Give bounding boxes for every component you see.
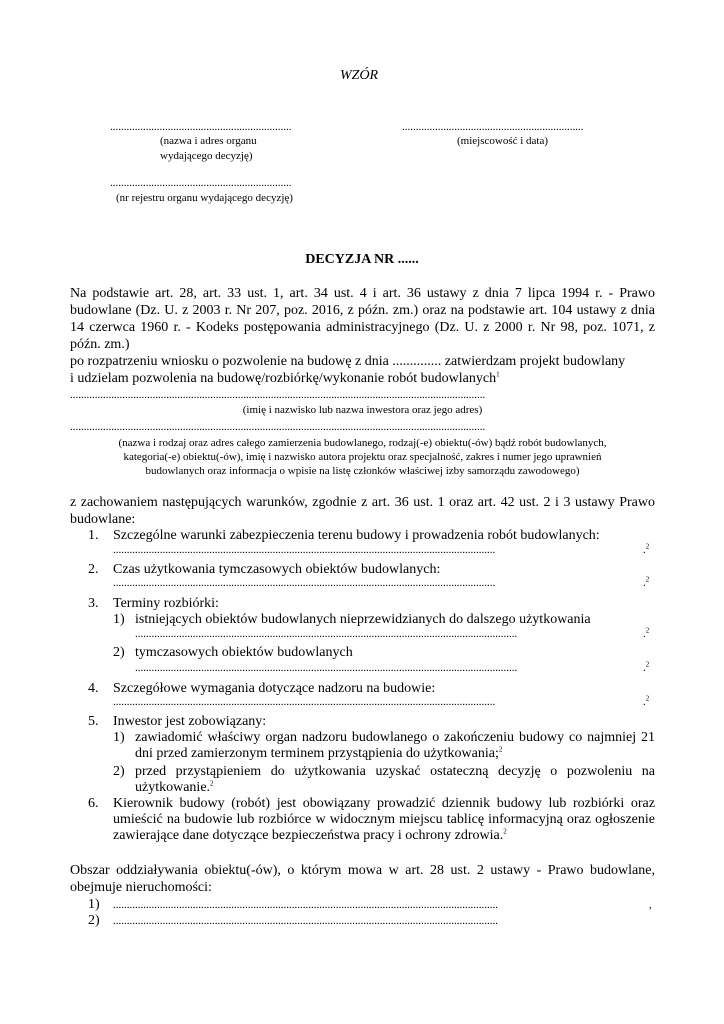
project-label: [70, 436, 655, 478]
investor-field[interactable]: .......................................................................................................................................................: [70, 389, 486, 401]
organ-name-label: (nazwa i adres organu: [160, 135, 257, 147]
impact-row-1-end: ,: [649, 899, 652, 911]
item-3-1-end: .: [643, 628, 646, 640]
item-3-1-text: istniejących obiektów budowlanych nieprzewidzianych do dalszego użytkowania: [135, 612, 591, 627]
place-date-field[interactable]: ..................................................................: [402, 121, 584, 133]
project-label-line-3: budowlanych oraz informacja o wpisie na listę członków właściwej izby samorządu zawodowego): [145, 465, 580, 477]
investor-label: (imię i nazwisko lub nazwa inwestora oraz jego adres): [242, 404, 483, 416]
impact-row-1-number: 1): [88, 897, 100, 912]
item-4-text: Szczegółowe wymagania dotyczące nadzoru na budowie:: [113, 681, 436, 696]
item-1-dots: ...........................................................................................................................................: [113, 544, 496, 556]
impact-row-1-dots: ............................................................................................................................................: [113, 899, 498, 911]
impact-row-2-dots: ............................................................................................................................................: [113, 915, 498, 927]
item-4-number: 4.: [88, 681, 99, 696]
item-3-2-number: 2): [113, 645, 125, 660]
approval-line-1: po rozpatrzeniu wniosku o pozwolenie na budowę z dnia .............. zatwierdzam projekt budowlany: [70, 354, 626, 369]
item-1-end: .: [643, 544, 646, 556]
item-4-dots: ...........................................................................................................................................: [113, 696, 496, 708]
item-5-text: Inwestor jest zobowiązany:: [113, 714, 267, 729]
item-2-fill[interactable]: [113, 577, 655, 589]
item-5-1-content: zawiadomić właściwy organ nadzoru budowlanego o zakończeniu budowy co najmniej 21 dni przed zamierzonym terminem przystąpienia do użytkowania;: [135, 730, 655, 761]
item-4-end: .: [643, 696, 646, 708]
footnote-ref: 2: [645, 660, 650, 669]
item-2-dots: ...........................................................................................................................................: [113, 577, 496, 589]
item-2-text: Czas użytkowania tymczasowych obiektów budowlanych:: [113, 562, 441, 577]
item-1-number: 1.: [88, 528, 99, 543]
item-5-1-number: 1): [113, 730, 125, 745]
item-2-end: .: [643, 577, 646, 589]
item-5-2-text: [135, 764, 655, 796]
item-3-2-end: .: [643, 662, 646, 674]
item-1-text: Szczególne warunki zabezpieczenia terenu budowy i prowadzenia robót budowlanych:: [113, 528, 600, 543]
item-3-1-number: 1): [113, 612, 125, 627]
item-3-2-dots: ...........................................................................................................................................: [135, 662, 518, 674]
conditions-intro: z zachowaniem następujących warunków, zgodnie z art. 36 ust. 1 oraz art. 42 ust. 2 i 3 ustawy Prawo budowlane:: [70, 495, 655, 527]
footnote-ref: 2: [645, 575, 650, 584]
footnote-ref: 2: [210, 779, 214, 788]
item-1-fill[interactable]: [113, 544, 655, 556]
item-6-text: [113, 796, 655, 844]
item-6-number: 6.: [88, 796, 99, 811]
footnote-ref: 2: [645, 542, 650, 551]
footnote-ref: 2: [645, 694, 650, 703]
impact-area-text: Obszar oddziaływania obiektu(-ów), o którym mowa w art. 28 ust. 2 ustawy - Prawo budowlane, obejmuje nieruchomości:: [70, 863, 655, 895]
place-date-label: (miejscowość i data): [457, 135, 549, 147]
template-label: WZÓR: [340, 68, 379, 83]
item-3-number: 3.: [88, 596, 99, 611]
item-3-2-fill[interactable]: [135, 662, 655, 674]
item-3-1-dots: ...........................................................................................................................................: [135, 628, 518, 640]
legal-basis-paragraph: Na podstawie art. 28, art. 33 ust. 1, art. 34 ust. 4 i art. 36 ustawy z dnia 7 lipca 1994 r. - Prawo budowlane (Dz. U. z 2003 r. Nr 207, poz. 2016, z późn. zm.) oraz na podstawie art. 104 ustawy z dnia 14 czerwca 1960 r. - Kodeks postępowania administracyjnego (Dz. U. z 2000 r. Nr 98, poz. 1071, z późn. zm.): [70, 286, 655, 352]
project-field[interactable]: .......................................................................................................................................................: [70, 421, 486, 433]
item-4-fill[interactable]: [113, 696, 655, 708]
registry-number-field[interactable]: ..................................................................: [110, 177, 292, 189]
approval-text: i udzielam pozwolenia na budowę/rozbiórkę/wykonanie robót budowlanych: [70, 371, 497, 386]
registry-number-label: (nr rejestru organu wydającego decyzję): [116, 192, 293, 204]
item-3-1-fill[interactable]: [135, 628, 655, 640]
item-5-1-text: [135, 730, 655, 762]
footnote-ref: 2: [645, 626, 650, 635]
impact-row-2-field[interactable]: [113, 915, 655, 927]
item-5-2-content: przed przystąpieniem do użytkowania uzyskać ostateczną decyzję o pozwoleniu na użytkowanie.: [135, 764, 655, 795]
impact-row-2-number: 2): [88, 913, 100, 928]
item-5-2-number: 2): [113, 764, 125, 779]
organ-name-field[interactable]: ..................................................................: [110, 121, 292, 133]
item-3-2-text: tymczasowych obiektów budowlanych: [135, 645, 353, 660]
item-3-text: Terminy rozbiórki:: [113, 596, 219, 611]
item-2-number: 2.: [88, 562, 99, 577]
item-6-content: Kierownik budowy (robót) jest obowiązany prowadzić dziennik budowy lub rozbiórki oraz umieścić na budowie lub rozbiórce w widocznym miejscu tablicę informacyjną oraz ogłoszenie zawierające dane dotyczące bezpieczeństwa pracy i ochrony zdrowia.: [113, 796, 655, 843]
impact-row-1-field[interactable]: [113, 899, 655, 911]
project-label-line-2: kategoria(-e) obiektu(-ów), imię i nazwisko autora projektu oraz specjalność, zakres i numer jego uprawnień: [123, 451, 602, 463]
footnote-ref: 2: [503, 827, 507, 836]
footnote-ref: 2: [498, 745, 503, 754]
project-label-line-1: (nazwa i rodzaj oraz adres całego zamierzenia budowlanego, rodzaj(-e) obiektu(-ów) bądź robót budowlanych,: [118, 437, 607, 449]
item-5-number: 5.: [88, 714, 99, 729]
organ-name-label-2: wydającego decyzję): [160, 150, 253, 162]
footnote-ref: 1: [496, 370, 500, 379]
approval-line-2: [70, 370, 670, 387]
decision-title: DECYZJA NR ......: [305, 252, 419, 267]
